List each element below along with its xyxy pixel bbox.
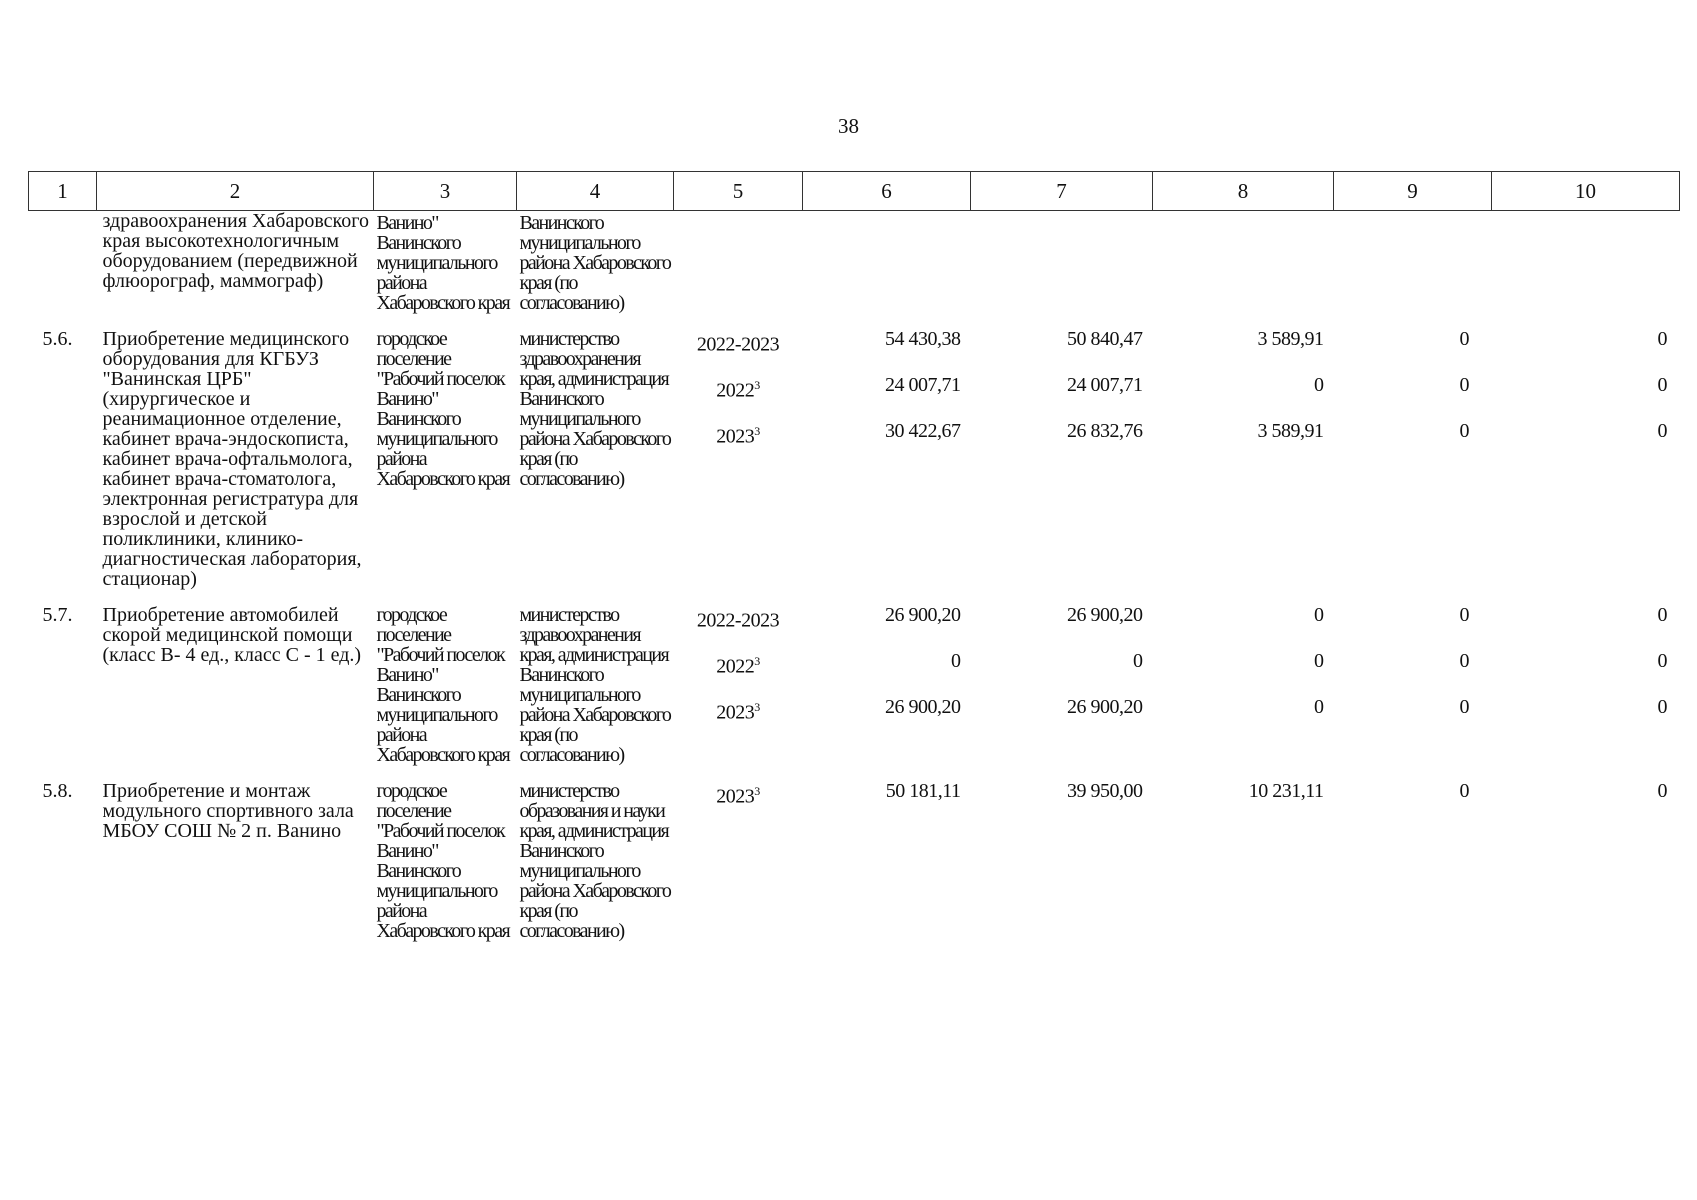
header-col-3: 3	[374, 172, 517, 211]
header-col-10: 10	[1492, 172, 1680, 211]
period-cell: 2023$^3$	[716, 700, 760, 724]
row-partner: министерство здравоохранения края, администрация Ванинского муниципального района Хабаровского края (по согласованию)	[519, 328, 671, 490]
period-cell: 2022$^3$	[716, 378, 760, 402]
header-col-1: 1	[29, 172, 97, 211]
row-partner: министерство образования и науки края, администрация Ванинского муниципального района Хабаровского края (по согласованию)	[519, 780, 671, 942]
amount-col10: 0	[1657, 604, 1668, 626]
amount-col7: 0	[1133, 650, 1143, 672]
row-name: Приобретение и монтаж модульного спортивного зала МБОУ СОШ № 2 п. Ванино	[102, 780, 354, 842]
amount-col8: 3 589,91	[1257, 328, 1324, 350]
row-number: 5.8.	[42, 780, 73, 802]
amount-total: 24 007,71	[885, 374, 961, 396]
amount-total: 30 422,67	[885, 420, 961, 442]
amount-total: 54 430,38	[885, 328, 961, 350]
row-partner: министерство здравоохранения края, администрация Ванинского муниципального района Хабаровского края (по согласованию)	[519, 604, 671, 766]
amount-col7: 26 832,76	[1067, 420, 1143, 442]
continuation-name: здравоохранения Хабаровского края высокотехнологичным оборудованием (передвижной флюорограф, маммограф)	[102, 210, 369, 292]
continuation-partner: Ванинского муниципального района Хабаровского края (по согласованию)	[519, 212, 671, 314]
period-cell: 2022$^3$	[716, 654, 760, 678]
amount-col7: 26 900,20	[1067, 604, 1143, 626]
amount-col10: 0	[1657, 420, 1668, 442]
row-executor: городское поселение "Рабочий поселок Ванино" Ванинского муниципального района Хабаровского края	[376, 328, 510, 490]
amount-col9: 0	[1459, 328, 1470, 350]
amount-col7: 26 900,20	[1067, 696, 1143, 718]
header-col-7: 7	[971, 172, 1153, 211]
amount-col10: 0	[1657, 780, 1668, 802]
amount-col8: 3 589,91	[1257, 420, 1324, 442]
page-number: 38	[838, 114, 859, 138]
period-cell: 2023$^3$	[716, 784, 760, 808]
header-row	[29, 172, 1680, 211]
table-row	[29, 603, 1680, 765]
amount-col9: 0	[1459, 604, 1470, 626]
amount-col7: 24 007,71	[1067, 374, 1143, 396]
header-col-8: 8	[1153, 172, 1334, 211]
continuation-executor: Ванино" Ванинского муниципального района Хабаровского края	[376, 212, 510, 314]
amount-total: 50 181,11	[885, 780, 961, 802]
header-col-2: 2	[97, 172, 374, 211]
amount-col8: 0	[1314, 374, 1324, 396]
row-executor: городское поселение "Рабочий поселок Ванино" Ванинского муниципального района Хабаровского края	[376, 604, 510, 766]
header-col-4: 4	[517, 172, 674, 211]
amount-total: 0	[951, 650, 961, 672]
amount-col7: 39 950,00	[1067, 780, 1143, 802]
period-cell: 2022-2023	[696, 609, 780, 632]
amount-col9: 0	[1459, 374, 1470, 396]
table-row	[29, 779, 1680, 941]
row-executor: городское поселение "Рабочий поселок Ванино" Ванинского муниципального района Хабаровского края	[376, 780, 510, 942]
amount-col9: 0	[1459, 420, 1470, 442]
row-name: Приобретение автомобилей скорой медицинской помощи (класс В- 4 ед., класс С - 1 ед.)	[102, 604, 362, 666]
amount-col10: 0	[1657, 374, 1668, 396]
period-cell: 2023$^3$	[716, 424, 760, 448]
program-table	[28, 171, 1680, 941]
amount-col9: 0	[1459, 650, 1470, 672]
row-number: 5.7.	[42, 604, 73, 626]
amount-col9: 0	[1459, 696, 1470, 718]
table-row	[29, 327, 1680, 589]
amount-col8: 10 231,11	[1248, 780, 1324, 802]
amount-col8: 0	[1314, 650, 1324, 672]
row-number: 5.6.	[42, 328, 73, 350]
amount-col7: 50 840,47	[1067, 328, 1143, 350]
amount-col10: 0	[1657, 328, 1668, 350]
amount-total: 26 900,20	[885, 604, 961, 626]
header-col-9: 9	[1334, 172, 1492, 211]
amount-col10: 0	[1657, 696, 1668, 718]
header-col-5: 5	[674, 172, 803, 211]
amount-col10: 0	[1657, 650, 1668, 672]
amount-col9: 0	[1459, 780, 1470, 802]
amount-col8: 0	[1314, 696, 1324, 718]
amount-total: 26 900,20	[885, 696, 961, 718]
row-name: Приобретение медицинского оборудования для КГБУЗ "Ванинская ЦРБ" (хирургическое и реанимационное отделение, кабинет врача-эндоскописта, кабинет врача-офтальмолога, кабинет врача-стоматолога, электронная регистратура для взрослой и детской поликлиники, клинико-диагностическая лаборатория, стационар)	[102, 328, 362, 590]
amount-col8: 0	[1314, 604, 1324, 626]
period-cell: 2022-2023	[696, 333, 780, 356]
header-col-6: 6	[803, 172, 971, 211]
continuation-row	[29, 211, 1680, 314]
